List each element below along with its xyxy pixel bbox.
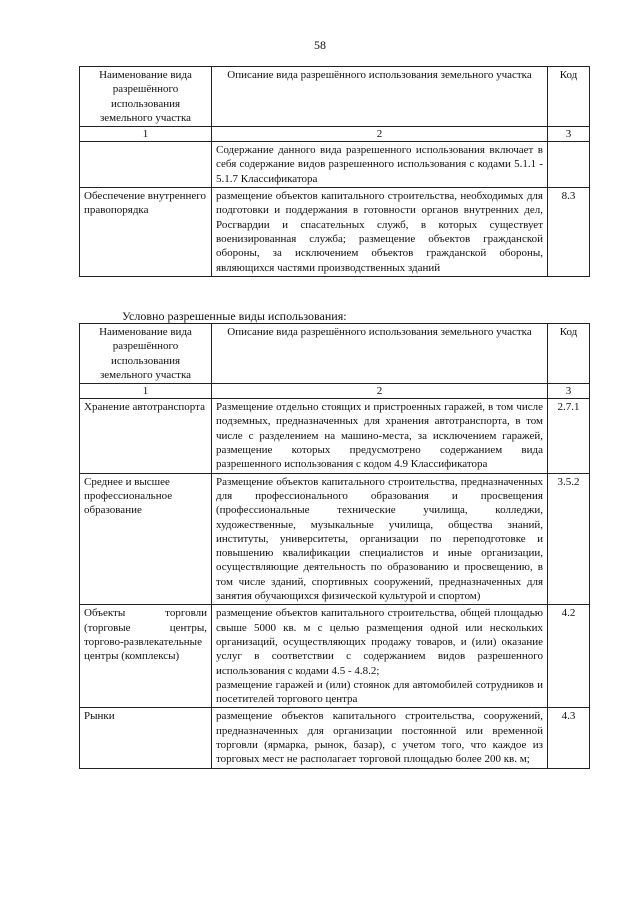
header-code: Код bbox=[548, 67, 590, 127]
row-code: 4.3 bbox=[548, 708, 590, 768]
conditional-uses-caption: Условно разрешенные виды использования: bbox=[122, 309, 347, 323]
row-code: 2.7.1 bbox=[548, 399, 590, 473]
row-code bbox=[548, 142, 590, 188]
row-description: Размещение отдельно стоящих и пристроенных гаражей, в том числе подземных, предназначенных для хранения автотранспорта, в том числе с разделением на машино-места, за исключением гаражей, размещение которых предусмотрено содержанием вида разрешенного использования с кодом 4.9 Классификатора bbox=[212, 399, 548, 473]
row-name: Рынки bbox=[80, 708, 212, 768]
header-code: Код bbox=[548, 324, 590, 384]
column-number-1: 1 bbox=[80, 384, 212, 399]
header-description: Описание вида разрешённого использования земельного участка bbox=[212, 324, 548, 384]
row-name bbox=[80, 142, 212, 188]
header-name: Наименование вида разрешённого использования земельного участка bbox=[80, 324, 212, 384]
table-row bbox=[80, 708, 590, 768]
table-row bbox=[80, 142, 590, 188]
row-description-extra: размещение гаражей и (или) стоянок для автомобилей сотрудников и посетителей торгового центра bbox=[216, 678, 543, 706]
table-row bbox=[80, 188, 590, 277]
page-number: 58 bbox=[314, 38, 326, 52]
row-name: Хранение автотранспорта bbox=[80, 399, 212, 473]
header-description: Описание вида разрешённого использования земельного участка bbox=[212, 67, 548, 127]
table-row bbox=[80, 399, 590, 473]
column-number-2: 2 bbox=[212, 384, 548, 399]
row-description: размещение объектов капитального строительства, общей площадью свыше 5000 кв. м с целью размещения одной или нескольких организаций, осуществляющих продажу товаров, и (или) оказание услуг в соответствии с содержанием видов разрешенного использования с кодами 4.5 - 4.8.2; bbox=[216, 607, 543, 677]
row-code: 8.3 bbox=[548, 188, 590, 277]
column-number-row bbox=[80, 127, 590, 142]
row-description: размещение объектов капитального строительства, сооружений, предназначенных для организации постоянной или временной торговли (ярмарка, рынок, базар), с учетом того, что каждое из торговых мест не располагает торговой площадью более 200 кв. м; bbox=[212, 708, 548, 768]
column-number-3: 3 bbox=[548, 384, 590, 399]
row-name: Обеспечение внутреннего правопорядка bbox=[80, 188, 212, 277]
column-number-3: 3 bbox=[548, 127, 590, 142]
row-description-cell bbox=[212, 605, 548, 708]
column-number-row bbox=[80, 384, 590, 399]
row-description: размещение объектов капитального строительства, необходимых для подготовки и поддержания в готовности органов внутренних дел, Росгвардии и спасательных служб, в которых существует военизированная служба; размещение объектов гражданской обороны, за исключением объектов гражданской обороны, являющихся частями производственных зданий bbox=[212, 188, 548, 277]
table-row bbox=[80, 605, 590, 708]
row-name: Среднее и высшее профессиональное образование bbox=[80, 473, 212, 605]
permitted-use-table-main bbox=[79, 66, 590, 277]
column-number-1: 1 bbox=[80, 127, 212, 142]
column-number-2: 2 bbox=[212, 127, 548, 142]
row-description: Размещение объектов капитального строительства, предназначенных для профессионального образования и просвещения (профессиональные технические училища, колледжи, художественные, музыкальные училища, общества знаний, институты, университеты, организации по переподготовке и повышению квалификации специалистов и иные организации, осуществляющие деятельность по образованию и просвещению, в том числе зданий, спортивных сооружений, предназначенных для занятия обучающихся физической культурой и спортом) bbox=[212, 473, 548, 605]
conditional-use-table bbox=[79, 323, 590, 769]
table-row bbox=[80, 473, 590, 605]
header-name: Наименование вида разрешённого использования земельного участка bbox=[80, 67, 212, 127]
row-code: 4.2 bbox=[548, 605, 590, 708]
row-name: Объекты торговли (торговые центры, торгово-развлекательные центры (комплексы) bbox=[80, 605, 212, 708]
row-code: 3.5.2 bbox=[548, 473, 590, 605]
table-header-row bbox=[80, 67, 590, 127]
table-header-row bbox=[80, 324, 590, 384]
row-description: Содержание данного вида разрешенного использования включает в себя содержание видов разрешенного использования с кодами 5.1.1 - 5.1.7 Классификатора bbox=[212, 142, 548, 188]
